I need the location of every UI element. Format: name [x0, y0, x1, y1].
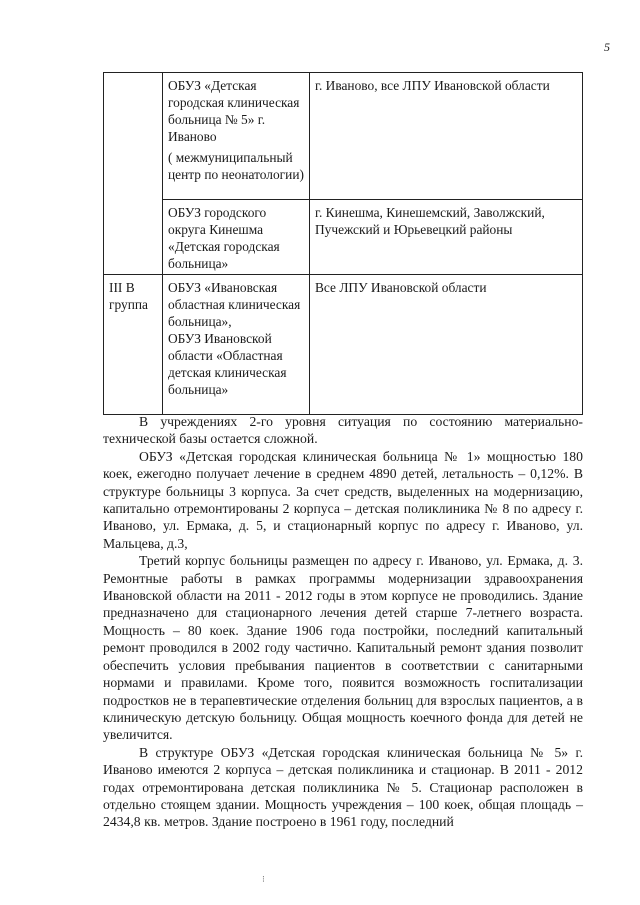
table-row	[104, 73, 583, 200]
paragraph: ОБУЗ «Детская городская клиническая больница № 1» мощностью 180 коек, ежегодно получает лечение в среднем 4890 детей, летальность – 0,12%. В структуре больницы 3 корпуса. За счет средств, выделенных на модернизацию, капитально отремонтированы 2 корпуса – детская поликлиника № 8 по адресу г. Иваново, ул. Ермака, д. 5, и стационарный корпус по адресу г. Иваново, ул. Мальцева, д.3,	[103, 448, 583, 551]
territory-cell: г. Иваново, все ЛПУ Ивановской области	[310, 73, 583, 200]
institution-cell	[163, 73, 310, 200]
institution-cell	[163, 200, 310, 275]
table-row	[104, 200, 583, 275]
institution-line: ОБУЗ городского округа Кинешма «Детская городская больница»	[168, 205, 280, 271]
institution-cell	[163, 275, 310, 415]
paragraph: В структуре ОБУЗ «Детская городская клиническая больница № 5» г. Иваново имеются 2 корпуса – детская поликлиника и стационар. В 2011 - 2012 годах отремонтирована детская поликлиника № 5. Стационар расположен в отдельно стоящем здании. Мощность учреждения – 100 коек, общая площадь – 2434,8 кв. метров. Здание построено в 1961 году, последний	[103, 744, 583, 830]
institutions-table	[103, 72, 583, 415]
group-cell	[104, 73, 163, 275]
body-text	[103, 413, 583, 831]
institution-line: ( межмуниципальный центр по неонатологии)	[168, 150, 304, 182]
table-row	[104, 275, 583, 415]
institution-line: ОБУЗ «Детская городская клиническая больница № 5» г. Иваново	[168, 78, 300, 144]
group-cell: III В группа	[104, 275, 163, 415]
institution-line: ОБУЗ Ивановской области «Областная детская клиническая больница»	[168, 331, 287, 397]
territory-cell: г. Кинешма, Кинешемский, Заволжский, Пучежский и Юрьевецкий районы	[310, 200, 583, 275]
paragraph: В учреждениях 2-го уровня ситуация по состоянию материально-технической базы остается сложной.	[103, 414, 583, 447]
paragraph: Третий корпус больницы размещен по адресу г. Иваново, ул. Ермака, д. 3. Ремонтные работы в рамках программы модернизации здравоохранения Ивановской области на 2011 - 2012 годы в этом корпусе не проводились. Здание предназначено для стационарного лечения детей старше 7-летнего возраста. Мощность – 80 коек. Здание 1906 года постройки, последний капитальный ремонт проводился в 2002 году частично. Капитальный ремонт здания позволит обеспечить условия пребывания пациентов в соответствии с санитарными нормами и правилами. Кроме того, появится возможность госпитализации подростков не в терапевтические отделения больниц для взрослых пациентов, а в клиническую детскую больницу. Общая мощность коечного фонда для детей не увеличится.	[103, 553, 583, 743]
page-number: 5	[604, 40, 610, 54]
territory-cell: Все ЛПУ Ивановской области	[310, 275, 583, 415]
scan-mark: ⁝	[262, 874, 265, 884]
institution-line: ОБУЗ «Ивановская областная клиническая больница»,	[168, 280, 301, 329]
